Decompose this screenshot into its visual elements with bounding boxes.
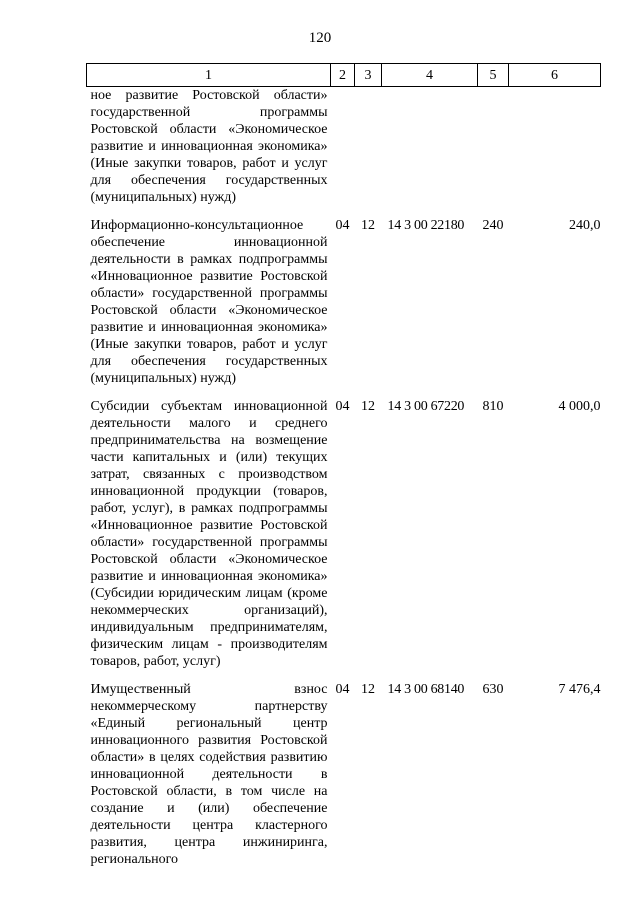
row-amount: 240,0 <box>569 218 601 233</box>
row-expense-type <box>478 87 509 207</box>
row-section: 04 <box>335 218 350 233</box>
row-section <box>331 87 355 207</box>
table-row <box>87 87 601 207</box>
table-row <box>87 680 601 868</box>
row-description: Информационно-консультационное обеспечение инновационной деятельности в рамках подпрограммы «Инновационное развитие Ростовской области» государственной программы Ростовской области «Экономическое развитие и инновационная экономика» (Иные закупки товаров, работ и услуг для обеспечения государственных (муниципальных) нужд) <box>90 218 328 386</box>
row-subsection: 12 <box>361 399 375 414</box>
row-subsection: 12 <box>361 218 375 233</box>
budget-table <box>86 63 601 868</box>
row-expense-type: 630 <box>482 682 504 697</box>
row-target-article <box>382 87 478 207</box>
row-amount <box>509 87 601 207</box>
column-header-4: 4 <box>382 64 478 87</box>
table-row <box>87 216 601 387</box>
header-row <box>87 64 601 87</box>
row-spacer <box>87 670 601 680</box>
row-target-article: 14 3 00 22180 <box>387 218 465 233</box>
row-spacer <box>87 206 601 216</box>
row-description: Имущественный взнос некоммерческому партнерству «Единый региональный центр инновационного развития Ростовской области» в целях содействия развитию инновационной деятельности в Ростовской области, в том числе на создание и (или) обеспечение деятельности центра кластерного развития, центра инжиниринга, регионального <box>90 682 328 867</box>
row-target-article: 14 3 00 68140 <box>387 682 465 697</box>
column-header-1: 1 <box>87 64 331 87</box>
table-row <box>87 397 601 670</box>
row-spacer <box>87 387 601 397</box>
table-header <box>87 64 601 87</box>
row-description: Субсидии субъектам инновационной деятельности малого и среднего предпринимательства на возмещение части капитальных и (или) текущих затрат, связанных с производством инновационной продукции (товаров, работ, услуг), в рамках подпрограммы «Инновационное развитие Ростовской области» государственной программы Ростовской области «Экономическое развитие и инновационная экономика» (Субсидии юридическим лицам (кроме некоммерческих организаций), индивидуальным предпринимателям, физическим лицам - производителям товаров, работ, услуг) <box>90 399 328 669</box>
row-section: 04 <box>335 399 350 414</box>
column-header-6: 6 <box>509 64 601 87</box>
row-section: 04 <box>335 682 350 697</box>
column-header-3: 3 <box>355 64 382 87</box>
row-expense-type: 240 <box>482 218 504 233</box>
column-header-2: 2 <box>331 64 355 87</box>
row-target-article: 14 3 00 67220 <box>387 399 465 414</box>
row-amount: 4 000,0 <box>558 399 601 414</box>
row-subsection: 12 <box>361 682 375 697</box>
row-expense-type: 810 <box>482 399 504 414</box>
row-description: ное развитие Ростовской области» государственной программы Ростовской области «Экономическое развитие и инновационная экономика» (Иные закупки товаров, работ и услуг для обеспечения государственных (муниципальных) нужд) <box>90 88 328 205</box>
page-number: 120 <box>308 30 332 46</box>
row-subsection <box>355 87 382 207</box>
table-body <box>87 87 601 869</box>
column-header-5: 5 <box>478 64 509 87</box>
row-amount: 7 476,4 <box>558 682 601 697</box>
